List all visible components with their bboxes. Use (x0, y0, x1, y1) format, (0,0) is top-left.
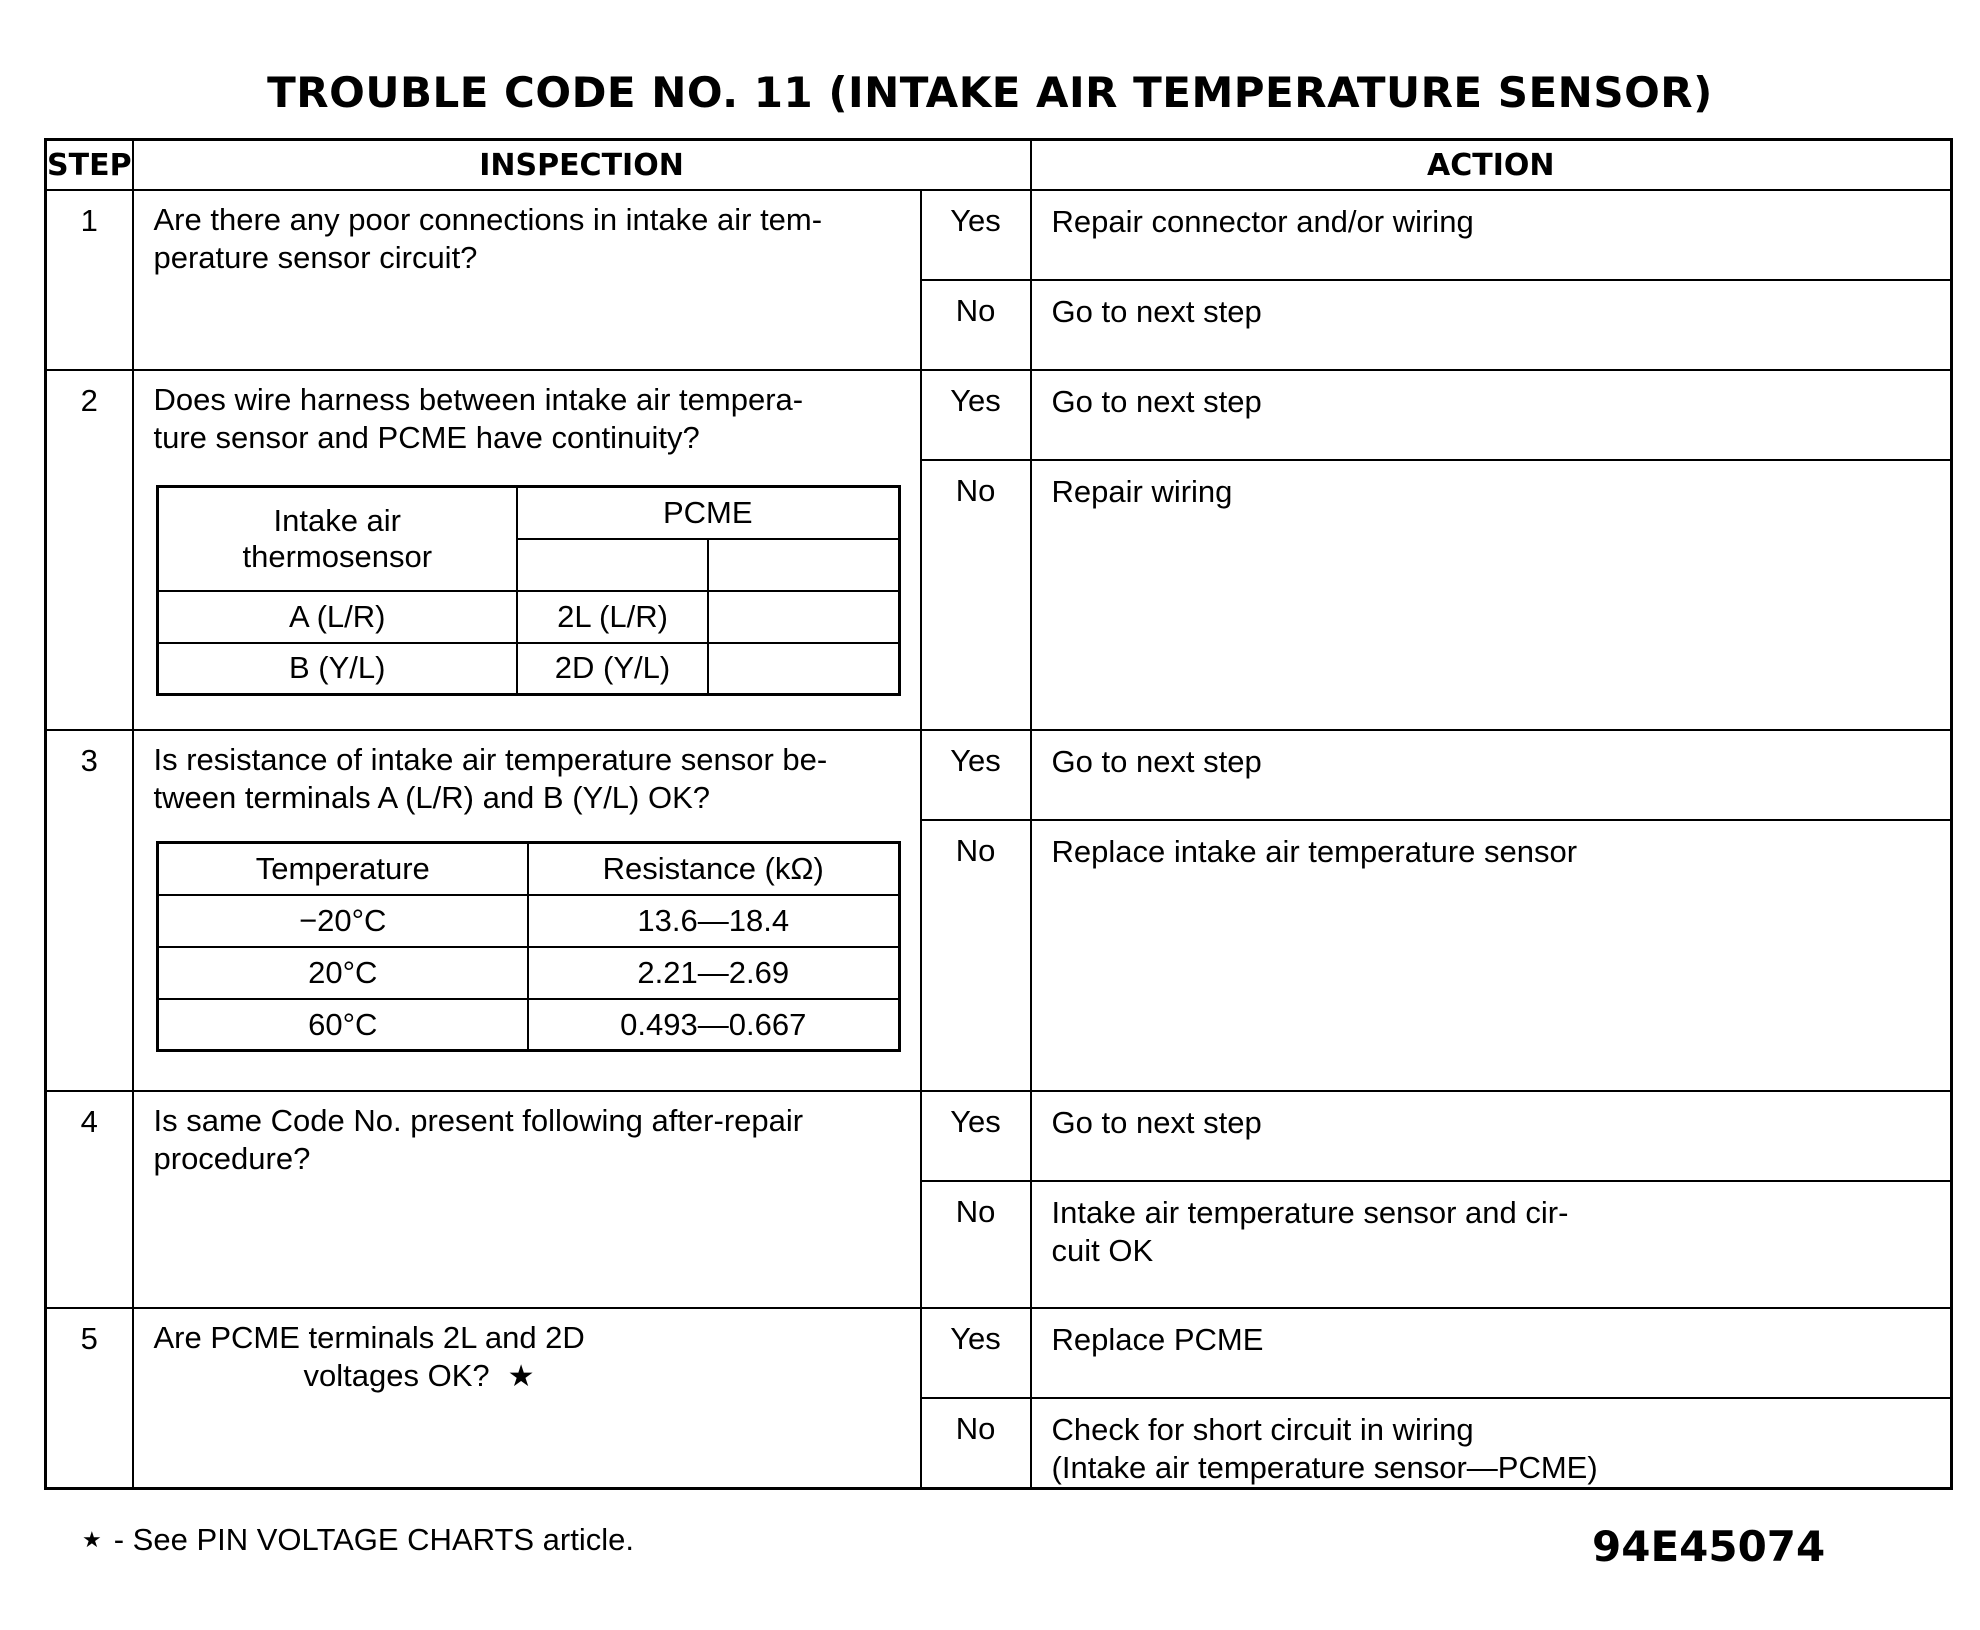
inspection-cell (133, 730, 921, 1090)
step-number: 1 (46, 190, 133, 370)
sensor-column-header: Intake air thermosensor (157, 487, 517, 591)
inspection-question: Is resistance of intake air temperature sensor be- tween terminals A (L/R) and B (Y/L) OK? (153, 742, 828, 816)
step-3-yes-row (46, 730, 1952, 820)
temperature-value: 60°C (157, 999, 528, 1051)
page-title: TROUBLE CODE NO. 11 (INTAKE AIR TEMPERATURE SENSOR) (267, 68, 1713, 117)
resistance-table (156, 841, 901, 1052)
pcme-terminal: 2D (Y/L) (517, 643, 708, 695)
resistance-value: 13.6—18.4 (528, 895, 899, 947)
inspection-header: INSPECTION (133, 140, 1031, 191)
step-1-yes-row (46, 190, 1952, 280)
yes-label: Yes (921, 370, 1031, 460)
pcme-column-header: PCME (517, 487, 899, 539)
no-action: Intake air temperature sensor and cir- cuit OK (1031, 1181, 1952, 1308)
inspection-question-line-2-wrap (154, 1357, 902, 1396)
inspection-cell (133, 1091, 921, 1308)
header-row (46, 140, 1952, 191)
no-label: No (921, 1181, 1031, 1308)
no-action: Repair wiring (1031, 460, 1952, 730)
inspection-cell (133, 1308, 921, 1489)
resistance-value: 0.493—0.667 (528, 999, 899, 1051)
step-number: 3 (46, 730, 133, 1090)
action-header: ACTION (1031, 140, 1952, 191)
star-icon: ★ (82, 1527, 102, 1552)
yes-label: Yes (921, 730, 1031, 820)
sensor-terminal: A (L/R) (157, 591, 517, 643)
no-action: Replace intake air temperature sensor (1031, 820, 1952, 1090)
yes-action: Repair connector and/or wiring (1031, 190, 1952, 280)
step-4-yes-row (46, 1091, 1952, 1181)
inspection-question: Does wire harness between intake air tempera- ture sensor and PCME have continuity? (153, 382, 804, 456)
no-label: No (921, 1398, 1031, 1489)
star-icon: ★ (507, 1359, 535, 1393)
continuity-table (156, 485, 901, 696)
sensor-terminal: B (Y/L) (157, 643, 517, 695)
step-number: 4 (46, 1091, 133, 1308)
yes-label: Yes (921, 1091, 1031, 1181)
empty-cell (708, 643, 899, 695)
table-row (157, 947, 899, 999)
footnote-text: - See PIN VOLTAGE CHARTS article. (113, 1522, 634, 1557)
inspection-question-line-2: voltages OK? (303, 1357, 490, 1393)
inspection-question: Are there any poor connections in intake air tem- perature sensor circuit? (153, 202, 823, 276)
table-row (157, 591, 899, 643)
table-row (157, 643, 899, 695)
empty-cell (708, 539, 899, 591)
yes-action: Replace PCME (1031, 1308, 1952, 1398)
table-row (157, 895, 899, 947)
no-action: Go to next step (1031, 280, 1952, 370)
pcme-terminal: 2L (L/R) (517, 591, 708, 643)
footnote (82, 1522, 634, 1558)
temperature-value: −20°C (157, 895, 528, 947)
step-number: 5 (46, 1308, 133, 1489)
no-label: No (921, 820, 1031, 1090)
no-label: No (921, 280, 1031, 370)
empty-cell (517, 539, 708, 591)
inspection-question: Is same Code No. present following after-repair procedure? (153, 1102, 804, 1176)
inspection-cell (133, 190, 921, 370)
yes-label: Yes (921, 190, 1031, 280)
step-2-yes-row (46, 370, 1952, 460)
resistance-column-header: Resistance (kΩ) (528, 843, 899, 895)
inspection-cell (133, 370, 921, 730)
no-action: Check for short circuit in wiring (Intake air temperature sensor—PCME) (1031, 1398, 1952, 1489)
resistance-value: 2.21—2.69 (528, 947, 899, 999)
trouble-code-table (44, 138, 1953, 1490)
table-row (157, 999, 899, 1051)
inspection-question-line-1: Are PCME terminals 2L and 2D (153, 1319, 585, 1355)
temperature-column-header: Temperature (157, 843, 528, 895)
step-number: 2 (46, 370, 133, 730)
step-header: STEP (46, 140, 133, 191)
no-label: No (921, 460, 1031, 730)
yes-action: Go to next step (1031, 1091, 1952, 1181)
step-5-yes-row (46, 1308, 1952, 1398)
yes-action: Go to next step (1031, 370, 1952, 460)
yes-label: Yes (921, 1308, 1031, 1398)
empty-cell (708, 591, 899, 643)
yes-action: Go to next step (1031, 730, 1952, 820)
figure-id: 94E45074 (1592, 1522, 1826, 1571)
temperature-value: 20°C (157, 947, 528, 999)
